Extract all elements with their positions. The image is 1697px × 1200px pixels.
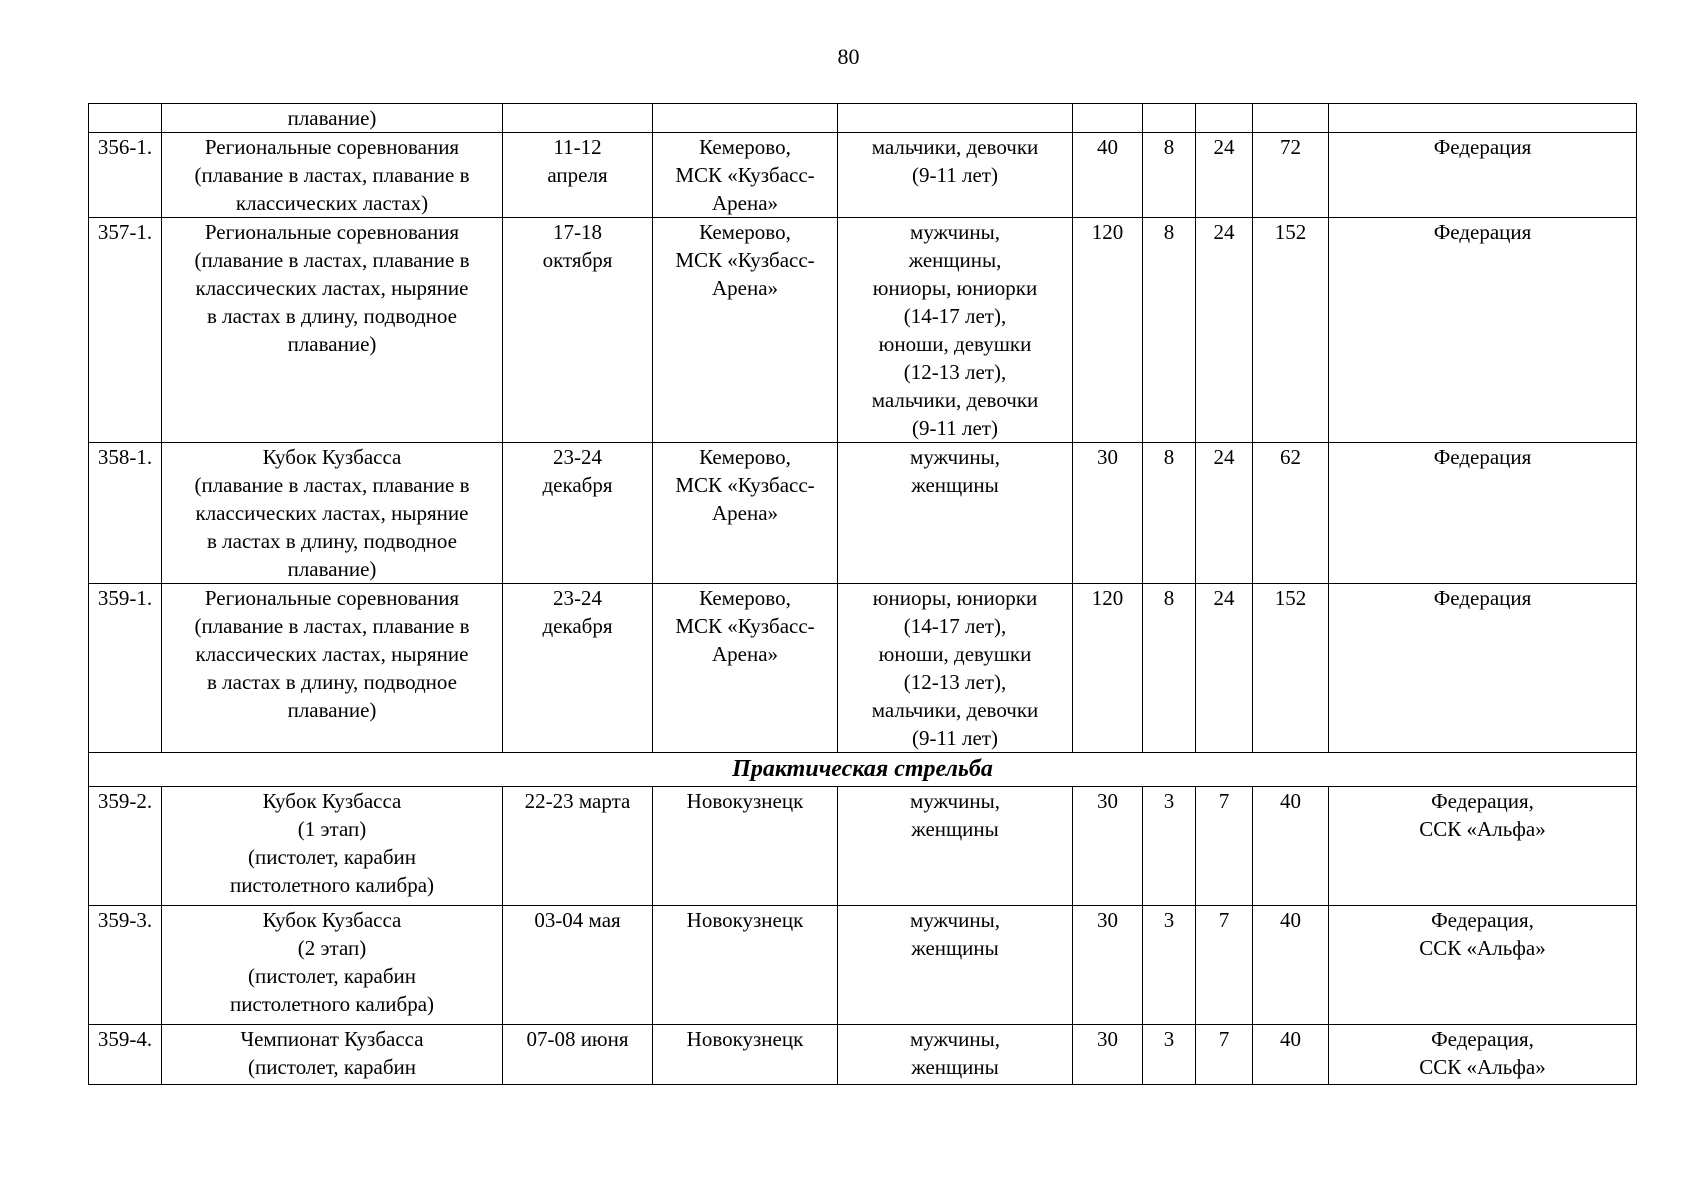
table-row [89,133,1637,218]
count-staff: 7 [1196,787,1253,906]
event-participants: мужчины, женщины [838,906,1073,1025]
count-judges: 8 [1143,218,1196,443]
count-participants: 40 [1073,133,1143,218]
event-organizer [1329,104,1637,133]
section-row [89,753,1637,787]
event-place: Новокузнецк [653,787,838,906]
count-staff: 24 [1196,133,1253,218]
event-number: 357-1. [89,218,162,443]
event-title: Кубок Кузбасса (1 этап) (пистолет, карабин пистолетного калибра) [162,787,503,906]
count-judges: 8 [1143,584,1196,753]
table-row [89,443,1637,584]
event-dates: 22-23 марта [503,787,653,906]
count-judges: 3 [1143,1025,1196,1085]
event-dates: 23-24 декабря [503,443,653,584]
count-judges: 8 [1143,133,1196,218]
event-dates: 17-18 октября [503,218,653,443]
count-staff [1196,104,1253,133]
count-judges: 3 [1143,906,1196,1025]
event-dates: 11-12 апреля [503,133,653,218]
event-participants: юниоры, юниорки (14-17 лет), юноши, девушки (12-13 лет), мальчики, девочки (9-11 лет) [838,584,1073,753]
event-title: Кубок Кузбасса (2 этап) (пистолет, карабин пистолетного калибра) [162,906,503,1025]
event-number [89,104,162,133]
count-total: 72 [1253,133,1329,218]
section-title: Практическая стрельба [89,753,1637,787]
count-total: 40 [1253,1025,1329,1085]
event-title: Региональные соревнования (плавание в ластах, плавание в классических ластах) [162,133,503,218]
count-judges: 8 [1143,443,1196,584]
event-organizer: Федерация [1329,218,1637,443]
event-number: 359-1. [89,584,162,753]
event-dates: 23-24 декабря [503,584,653,753]
count-total: 40 [1253,787,1329,906]
count-staff: 24 [1196,443,1253,584]
event-participants: мальчики, девочки (9-11 лет) [838,133,1073,218]
event-number: 359-3. [89,906,162,1025]
event-participants: мужчины, женщины [838,1025,1073,1085]
event-organizer: Федерация [1329,443,1637,584]
event-title: Кубок Кузбасса (плавание в ластах, плавание в классических ластах, ныряние в ластах в длину, подводное плавание) [162,443,503,584]
count-staff: 7 [1196,1025,1253,1085]
event-title: Региональные соревнования (плавание в ластах, плавание в классических ластах, ныряние в ластах в длину, подводное плавание) [162,584,503,753]
count-total: 152 [1253,584,1329,753]
count-participants: 30 [1073,443,1143,584]
event-place [653,104,838,133]
event-organizer: Федерация, ССК «Альфа» [1329,1025,1637,1085]
table-row [89,906,1637,1025]
table-row [89,1025,1637,1085]
event-dates: 03-04 мая [503,906,653,1025]
events-table [88,103,1637,1085]
event-number: 359-4. [89,1025,162,1085]
count-judges: 3 [1143,787,1196,906]
event-place: Новокузнецк [653,1025,838,1085]
count-participants: 30 [1073,1025,1143,1085]
event-place: Кемерово, МСК «Кузбасс- Арена» [653,218,838,443]
event-title: Региональные соревнования (плавание в ластах, плавание в классических ластах, ныряние в ластах в длину, подводное плавание) [162,218,503,443]
table-row [89,218,1637,443]
count-staff: 24 [1196,218,1253,443]
event-participants: мужчины, женщины, юниоры, юниорки (14-17 лет), юноши, девушки (12-13 лет), мальчики, девочки (9-11 лет) [838,218,1073,443]
table-row [89,584,1637,753]
count-staff: 24 [1196,584,1253,753]
event-participants: мужчины, женщины [838,787,1073,906]
count-participants: 30 [1073,787,1143,906]
event-dates: 07-08 июня [503,1025,653,1085]
count-total: 62 [1253,443,1329,584]
event-dates [503,104,653,133]
count-judges [1143,104,1196,133]
event-organizer: Федерация [1329,584,1637,753]
event-title: плавание) [162,104,503,133]
event-place: Кемерово, МСК «Кузбасс- Арена» [653,584,838,753]
count-participants: 30 [1073,906,1143,1025]
count-total [1253,104,1329,133]
event-place: Кемерово, МСК «Кузбасс- Арена» [653,133,838,218]
count-staff: 7 [1196,906,1253,1025]
event-participants: мужчины, женщины [838,443,1073,584]
event-number: 356-1. [89,133,162,218]
count-total: 152 [1253,218,1329,443]
event-number: 359-2. [89,787,162,906]
count-participants: 120 [1073,218,1143,443]
table-row [89,787,1637,906]
event-place: Кемерово, МСК «Кузбасс- Арена» [653,443,838,584]
event-organizer: Федерация [1329,133,1637,218]
event-organizer: Федерация, ССК «Альфа» [1329,906,1637,1025]
event-title: Чемпионат Кузбасса (пистолет, карабин [162,1025,503,1085]
page-number: 80 [837,44,860,69]
event-participants [838,104,1073,133]
count-total: 40 [1253,906,1329,1025]
count-participants [1073,104,1143,133]
count-participants: 120 [1073,584,1143,753]
event-place: Новокузнецк [653,906,838,1025]
event-organizer: Федерация, ССК «Альфа» [1329,787,1637,906]
table-row [89,104,1637,133]
event-number: 358-1. [89,443,162,584]
